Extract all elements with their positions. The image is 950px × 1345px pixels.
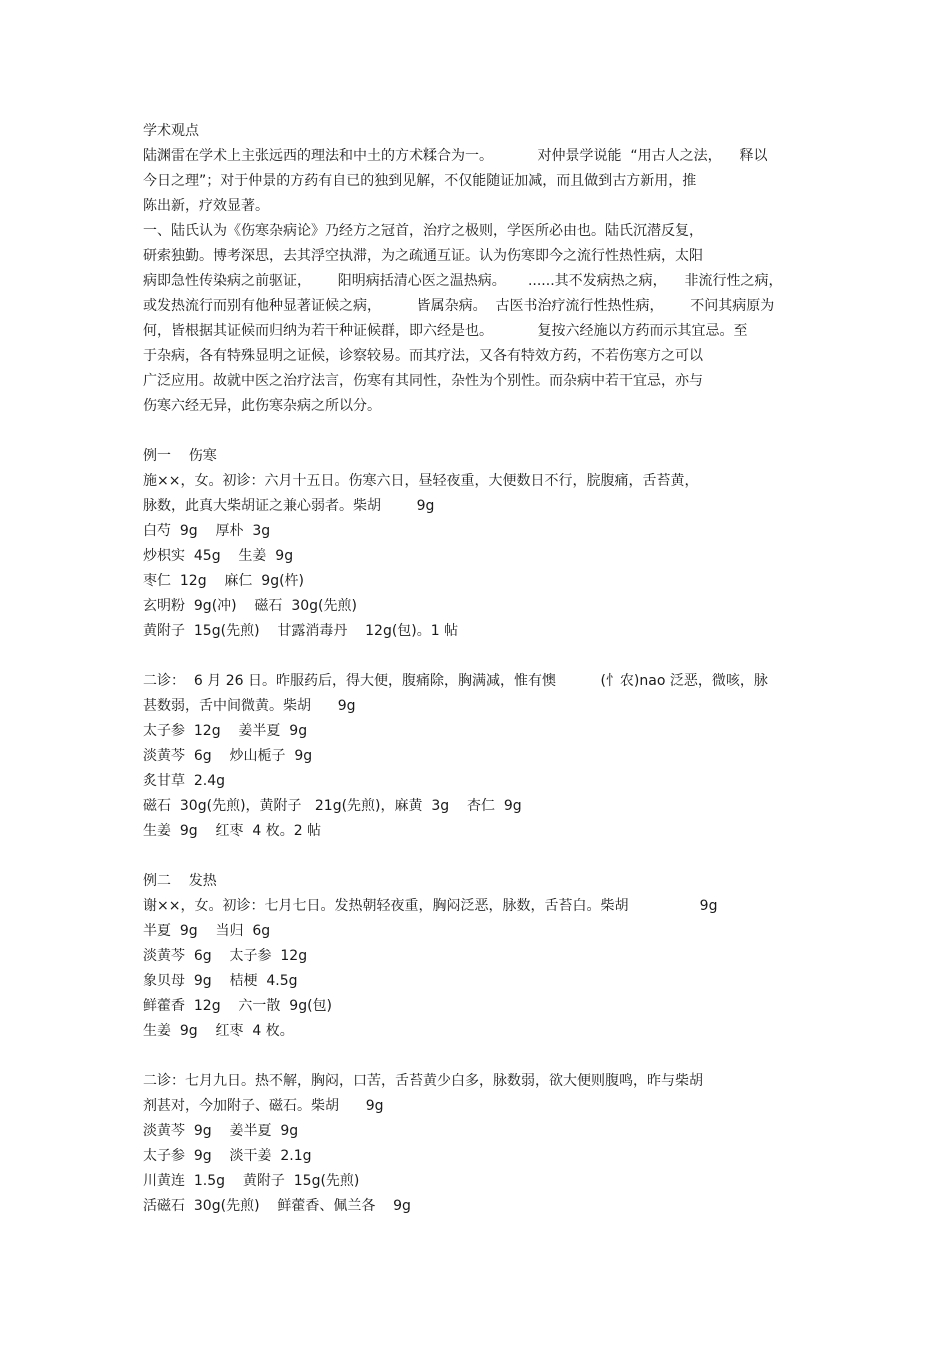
text-line: 学术观点 <box>143 123 199 139</box>
text-line: 生姜 9g 红枣 4 枚。2 帖 <box>143 823 322 839</box>
text-line: 炙甘草 2.4g <box>143 773 226 789</box>
text-line: 陈出新，疗效显著。 <box>143 198 269 214</box>
text-line: 剂甚对，今加附子、磁石。柴胡 9g <box>143 1098 384 1114</box>
text-line: 例一 伤寒 <box>143 448 217 464</box>
text-line: 或发热流行而别有他种显著证候之病， 皆属杂病。 古医书治疗流行性热性病， 不问其病原为 <box>143 298 775 314</box>
text-line: 炒枳实 45g 生姜 9g <box>143 548 294 564</box>
text-line: 谢××，女。初诊：七月七日。发热朝轻夜重，胸闷泛恶，脉数，舌苔白。柴胡 9g <box>143 898 718 914</box>
text-line: 生姜 9g 红枣 4 枚。 <box>143 1023 294 1039</box>
blank-line <box>143 844 843 869</box>
text-line: 淡黄芩 6g 太子参 12g <box>143 948 308 964</box>
text-line: 陆渊雷在学术上主张远西的理法和中土的方术糅合为一。 对仲景学说能 “用古人之法， 释以 <box>143 148 768 164</box>
document-body <box>143 119 843 1219</box>
text-line: 广泛应用。故就中医之治疗法言，伤寒有其同性，杂性为个别性。而杂病中若干宜忌，亦与 <box>143 373 703 389</box>
text-line: 枣仁 12g 麻仁 9g(杵) <box>143 573 305 589</box>
text-line: 于杂病，各有特殊显明之证候，诊察较易。而其疗法，又各有特效方药，不若伤寒方之可以 <box>143 348 703 364</box>
text-line: 太子参 9g 淡干姜 2.1g <box>143 1148 312 1164</box>
text-line: 病即急性传染病之前驱证， 阳明病括清心医之温热病。 ......其不发病热之病， 非流行性之病， <box>143 273 783 289</box>
text-line: 施××，女。初诊：六月十五日。伤寒六日，昼轻夜重，大便数日不行，脘腹痛，舌苔黄， <box>143 473 699 489</box>
text-line: 玄明粉 9g(冲) 磁石 30g(先煎) <box>143 598 357 614</box>
text-line: 例二 发热 <box>143 873 217 889</box>
blank-line <box>143 1044 843 1069</box>
text-line: 今日之理”；对于仲景的方药有自已的独到见解，不仅能随证加减，而且做到古方新用，推 <box>143 173 697 189</box>
text-line: 一、陆氏认为《伤寒杂病论》乃经方之冠首，治疗之极则，学医所必由也。陆氏沉潜反复， <box>143 223 703 239</box>
text-line: 半夏 9g 当归 6g <box>143 923 271 939</box>
text-line: 伤寒六经无异，此伤寒杂病之所以分。 <box>143 398 381 414</box>
text-line: 黄附子 15g(先煎) 甘露消毒丹 12g(包)。1 帖 <box>143 623 459 639</box>
text-line: 活磁石 30g(先煎) 鲜藿香、佩兰各 9g <box>143 1198 411 1214</box>
text-line: 磁石 30g(先煎)，黄附子 21g(先煎)，麻黄 3g 杏仁 9g <box>143 798 522 814</box>
text-line: 川黄连 1.5g 黄附子 15g(先煎) <box>143 1173 360 1189</box>
blank-line <box>143 419 843 444</box>
text-line: 象贝母 9g 桔梗 4.5g <box>143 973 298 989</box>
text-line: 甚数弱，舌中间微黄。柴胡 9g <box>143 698 356 714</box>
text-line: 脉数，此真大柴胡证之兼心弱者。柴胡 9g <box>143 498 435 514</box>
text-line: 研索独勤。博考深思，去其浮空执滞，为之疏通互证。认为伤寒即今之流行性热性病，太阳 <box>143 248 703 264</box>
text-line: 淡黄芩 6g 炒山栀子 9g <box>143 748 313 764</box>
text-line: 二诊： 6 月 26 日。昨服药后，得大便，腹痛除，胸满减，惟有懊 (忄农)nao 泛恶，微咳，脉 <box>143 673 768 689</box>
text-line: 太子参 12g 姜半夏 9g <box>143 723 308 739</box>
text-line: 白芍 9g 厚朴 3g <box>143 523 271 539</box>
text-line: 淡黄芩 9g 姜半夏 9g <box>143 1123 299 1139</box>
blank-line <box>143 644 843 669</box>
text-line: 何，皆根据其证候而归纳为若干种证候群，即六经是也。 复按六经施以方药而示其宜忌。至 <box>143 323 748 339</box>
text-line: 鲜藿香 12g 六一散 9g(包) <box>143 998 333 1014</box>
text-line: 二诊：七月九日。热不解，胸闷，口苦，舌苔黄少白多，脉数弱，欲大便则腹鸣，昨与柴胡 <box>143 1073 703 1089</box>
